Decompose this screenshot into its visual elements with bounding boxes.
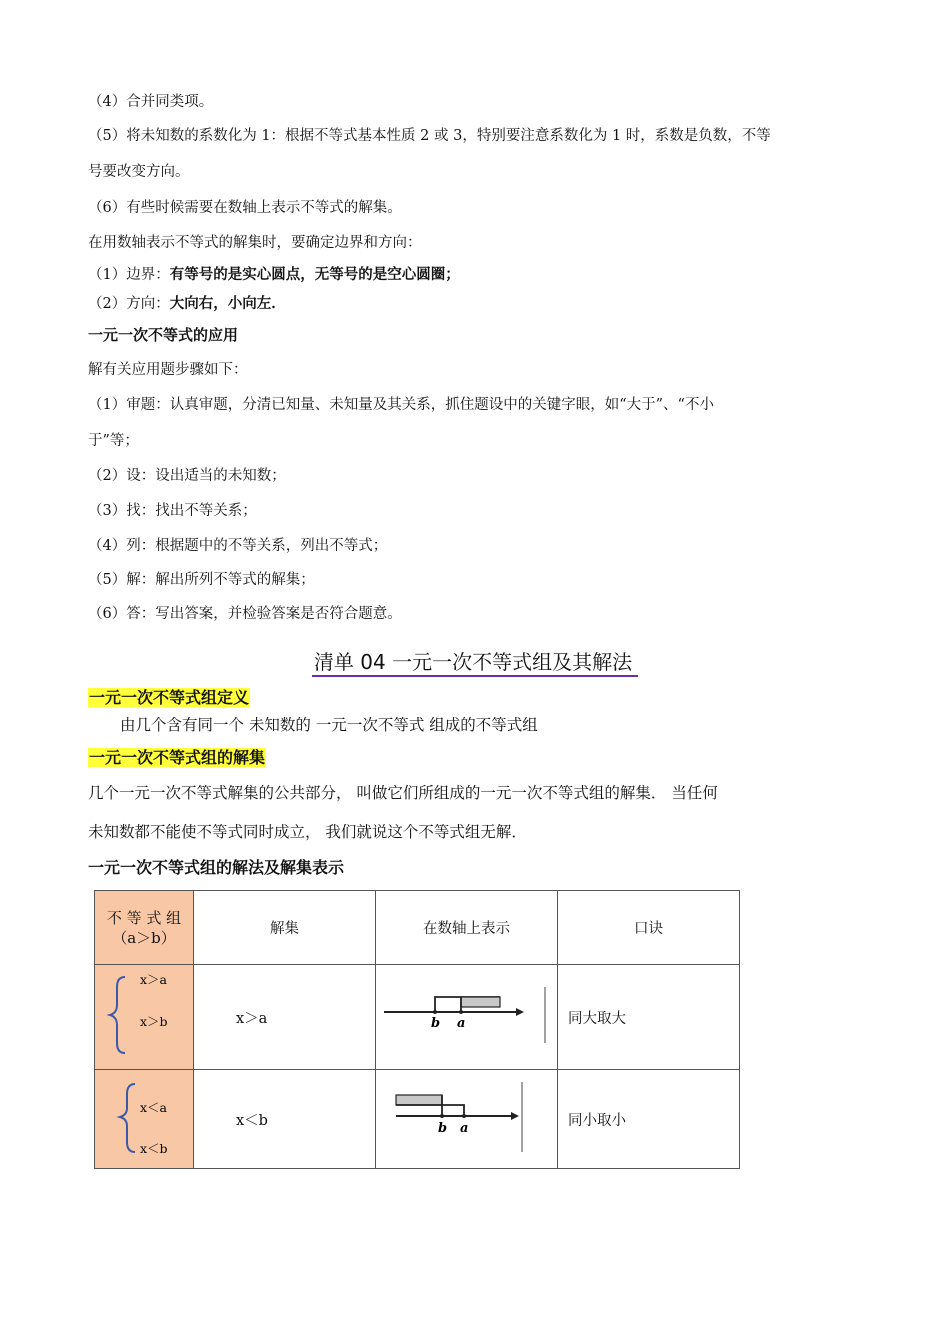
- text-line: 于”等；: [88, 433, 139, 449]
- number-line-cell: [376, 965, 558, 1070]
- text-line: 在用数轴表示不等式的解集时，要确定边界和方向：: [88, 235, 422, 251]
- text-prefix: （1）边界：: [88, 267, 170, 283]
- definition-text: 由几个含有同一个 未知数的 一元一次不等式 组成的不等式组: [120, 716, 538, 734]
- text-line: （6）有些时候需要在数轴上表示不等式的解集。: [88, 200, 402, 216]
- text-line: （2）设：设出适当的未知数；: [88, 468, 286, 484]
- label-a: a: [457, 1016, 466, 1031]
- solution-cell: x＞a: [194, 965, 376, 1070]
- solution-heading-row: [88, 748, 266, 769]
- mnemonic-cell: 同大取大: [558, 965, 740, 1070]
- label-a: a: [460, 1121, 469, 1136]
- number-line-cell: [376, 1070, 558, 1169]
- section-title-text: 清单 04 一元一次不等式组及其解法: [312, 650, 638, 677]
- mnemonic-cell: 同小取小: [558, 1070, 740, 1169]
- table-row: [95, 1070, 740, 1169]
- inequality-2: x＜b: [140, 1141, 168, 1156]
- header-label: 不 等 式 组: [106, 908, 182, 927]
- brace-system-svg: [95, 965, 193, 1065]
- solution-heading: 一元一次不等式组的解集: [89, 748, 266, 767]
- definition-heading-row: [88, 688, 250, 709]
- bold-text: 有等号的是实心圆点，无等号的是空心圆圈；: [169, 267, 460, 283]
- label-b: b: [431, 1016, 441, 1031]
- text-line: （3）找：找出不等关系；: [88, 503, 257, 519]
- method-heading: 一元一次不等式组的解法及解集表示: [88, 858, 345, 877]
- definition-heading: 一元一次不等式组定义: [89, 688, 250, 707]
- text-line: （1）审题：认真审题，分清已知量、未知量及其关系，抓住题设中的关键字眼，如“大于”、“不小: [88, 397, 714, 413]
- brace-system-svg: [95, 1070, 193, 1164]
- table-row: [95, 965, 740, 1070]
- system-cell: [95, 965, 194, 1070]
- text-line: 号要改变方向。: [88, 164, 190, 180]
- left-brace: [120, 1084, 135, 1152]
- subheading: 一元一次不等式的应用: [88, 326, 239, 344]
- system-cell: [95, 1070, 194, 1169]
- inequality-1: x＜a: [140, 1100, 168, 1115]
- range-a: [396, 1105, 464, 1116]
- text-line: [88, 294, 286, 314]
- left-brace: [110, 977, 125, 1053]
- header-cell-system: [95, 891, 194, 965]
- text-line: （5）解：解出所列不等式的解集；: [88, 572, 315, 588]
- solution-cell: x＜b: [194, 1070, 376, 1169]
- inequality-table: [94, 890, 740, 1169]
- header-cell-mnemonic: 口诀: [558, 891, 740, 965]
- header-label: （a＞b）: [112, 928, 176, 947]
- header-cell-number-line: 在数轴上表示: [376, 891, 558, 965]
- number-line-svg: [376, 965, 557, 1065]
- point-a: [462, 1114, 466, 1118]
- header-cell-solution: 解集: [194, 891, 376, 965]
- point-b: [433, 1010, 437, 1014]
- number-line-svg: [376, 1070, 557, 1164]
- text-line: [88, 265, 460, 285]
- bold-text: 大向右，小向左．: [169, 296, 286, 312]
- text-line: （5）将未知数的系数化为 1：根据不等式基本性质 2 或 3，特别要注意系数化为 1 时，系数是负数，不等: [88, 128, 771, 144]
- range-a-shaded: [461, 997, 500, 1007]
- text-line: （4）列：根据题中的不等关系，列出不等式；: [88, 538, 388, 554]
- text-prefix: （2）方向：: [88, 296, 170, 312]
- point-b: [440, 1114, 444, 1118]
- inequality-1: x＞a: [140, 972, 168, 987]
- label-b: b: [438, 1121, 448, 1136]
- point-a: [459, 1010, 463, 1014]
- solution-text: 几个一元一次不等式解集的公共部分， 叫做它们所组成的一元一次不等式组的解集． 当任何: [88, 784, 718, 802]
- solution-text: 未知数都不能使不等式同时成立， 我们就说这个不等式组无解．: [88, 823, 527, 841]
- text-line: （6）答：写出答案，并检验答案是否符合题意。: [88, 606, 402, 622]
- table-header-row: [95, 891, 740, 965]
- section-title: [0, 646, 950, 675]
- inequality-2: x＞b: [140, 1014, 168, 1029]
- range-b-shaded: [396, 1095, 442, 1105]
- text-line: （4）合并同类项。: [88, 94, 214, 110]
- arrow-head: [511, 1112, 519, 1120]
- text-line: 解有关应用题步骤如下：: [88, 362, 248, 378]
- arrow-head: [516, 1008, 524, 1016]
